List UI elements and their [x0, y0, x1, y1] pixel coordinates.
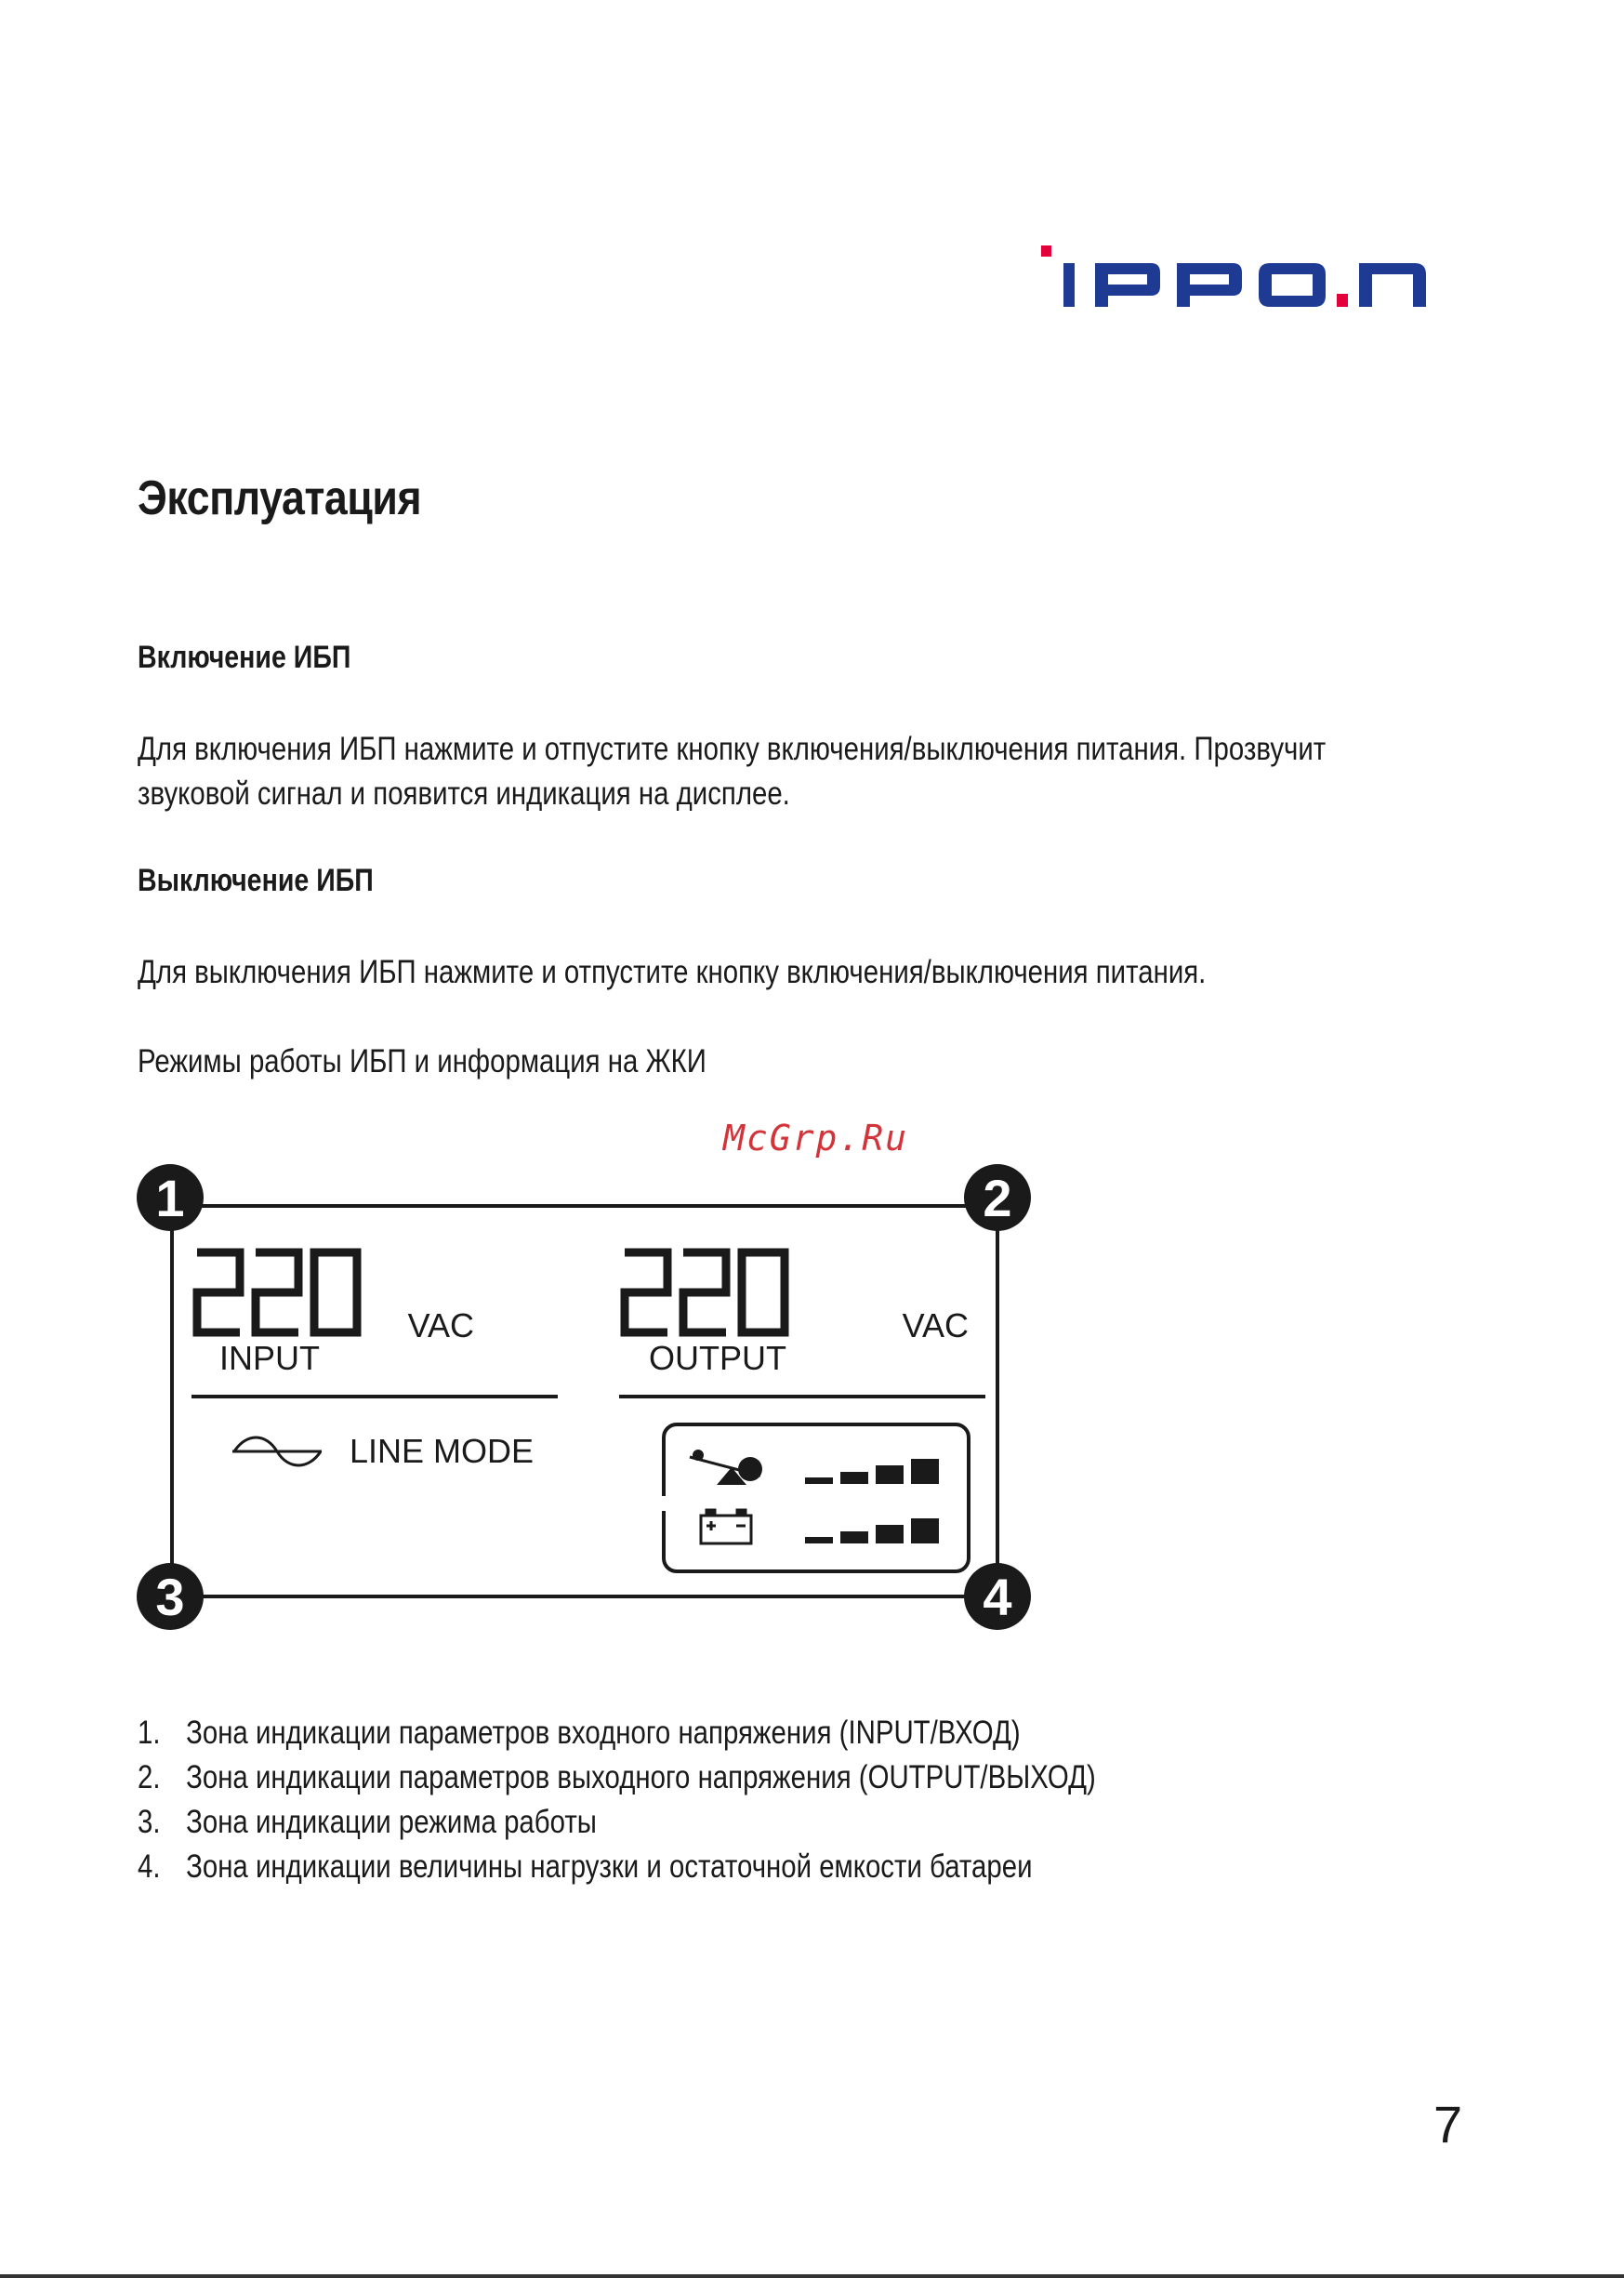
- lcd-diagram: [130, 1158, 1041, 1641]
- list-item: 4. Зона индикации величины нагрузки и остаточной емкости батареи: [138, 1848, 1033, 1885]
- list-item: 2. Зона индикации параметров выходного напряжения (OUTPUT/ВЫХОД): [138, 1759, 1096, 1795]
- page-number: 7: [1433, 2095, 1463, 2153]
- section-heading-power-off: Выключение ИБП: [138, 863, 374, 898]
- bottom-rule: [0, 2274, 1624, 2278]
- input-digits: [197, 1252, 357, 1332]
- modes-caption: Режимы работы ИБП и информация на ЖКИ: [138, 1043, 706, 1079]
- svg-text:4: 4: [983, 1568, 1012, 1626]
- section-heading-power-on: Включение ИБП: [138, 640, 351, 675]
- sine-wave-icon: [232, 1437, 322, 1465]
- output-digits: [625, 1252, 785, 1332]
- input-label: INPUT: [219, 1339, 320, 1377]
- legend-list: [138, 1711, 1387, 1889]
- watermark: McGrp.Ru: [723, 1118, 909, 1159]
- badge-1: [137, 1164, 204, 1231]
- svg-text:3: 3: [155, 1568, 185, 1626]
- power-off-paragraph: Для выключения ИБП нажмите и отпустите кнопку включения/выключения питания.: [138, 954, 1207, 990]
- mode-label: LINE MODE: [350, 1432, 535, 1470]
- badge-3: [137, 1563, 204, 1630]
- battery-icon: [701, 1510, 751, 1543]
- power-on-paragraph: Для включения ИБП нажмите и отпустите кнопку включения/выключения питания. Прозвучит звуковой сигнал и появится индикация на дисплее.: [138, 731, 1327, 812]
- list-item: 3. Зона индикации режима работы: [138, 1804, 597, 1840]
- output-unit: VAC: [902, 1306, 969, 1344]
- list-item: 1. Зона индикации параметров входного напряжения (INPUT/ВХОД): [138, 1715, 1021, 1751]
- svg-text:1: 1: [155, 1169, 185, 1227]
- page-title: Эксплуатация: [138, 471, 422, 525]
- svg-text:2: 2: [983, 1169, 1012, 1227]
- badge-2: [964, 1164, 1031, 1231]
- badge-4: [964, 1563, 1031, 1630]
- load-bar-indicator: [805, 1459, 939, 1484]
- load-scale-icon: [690, 1450, 762, 1485]
- ippon-logo: [1041, 240, 1459, 314]
- battery-bar-indicator: [805, 1518, 939, 1543]
- input-unit: VAC: [407, 1306, 474, 1344]
- output-label: OUTPUT: [649, 1339, 786, 1377]
